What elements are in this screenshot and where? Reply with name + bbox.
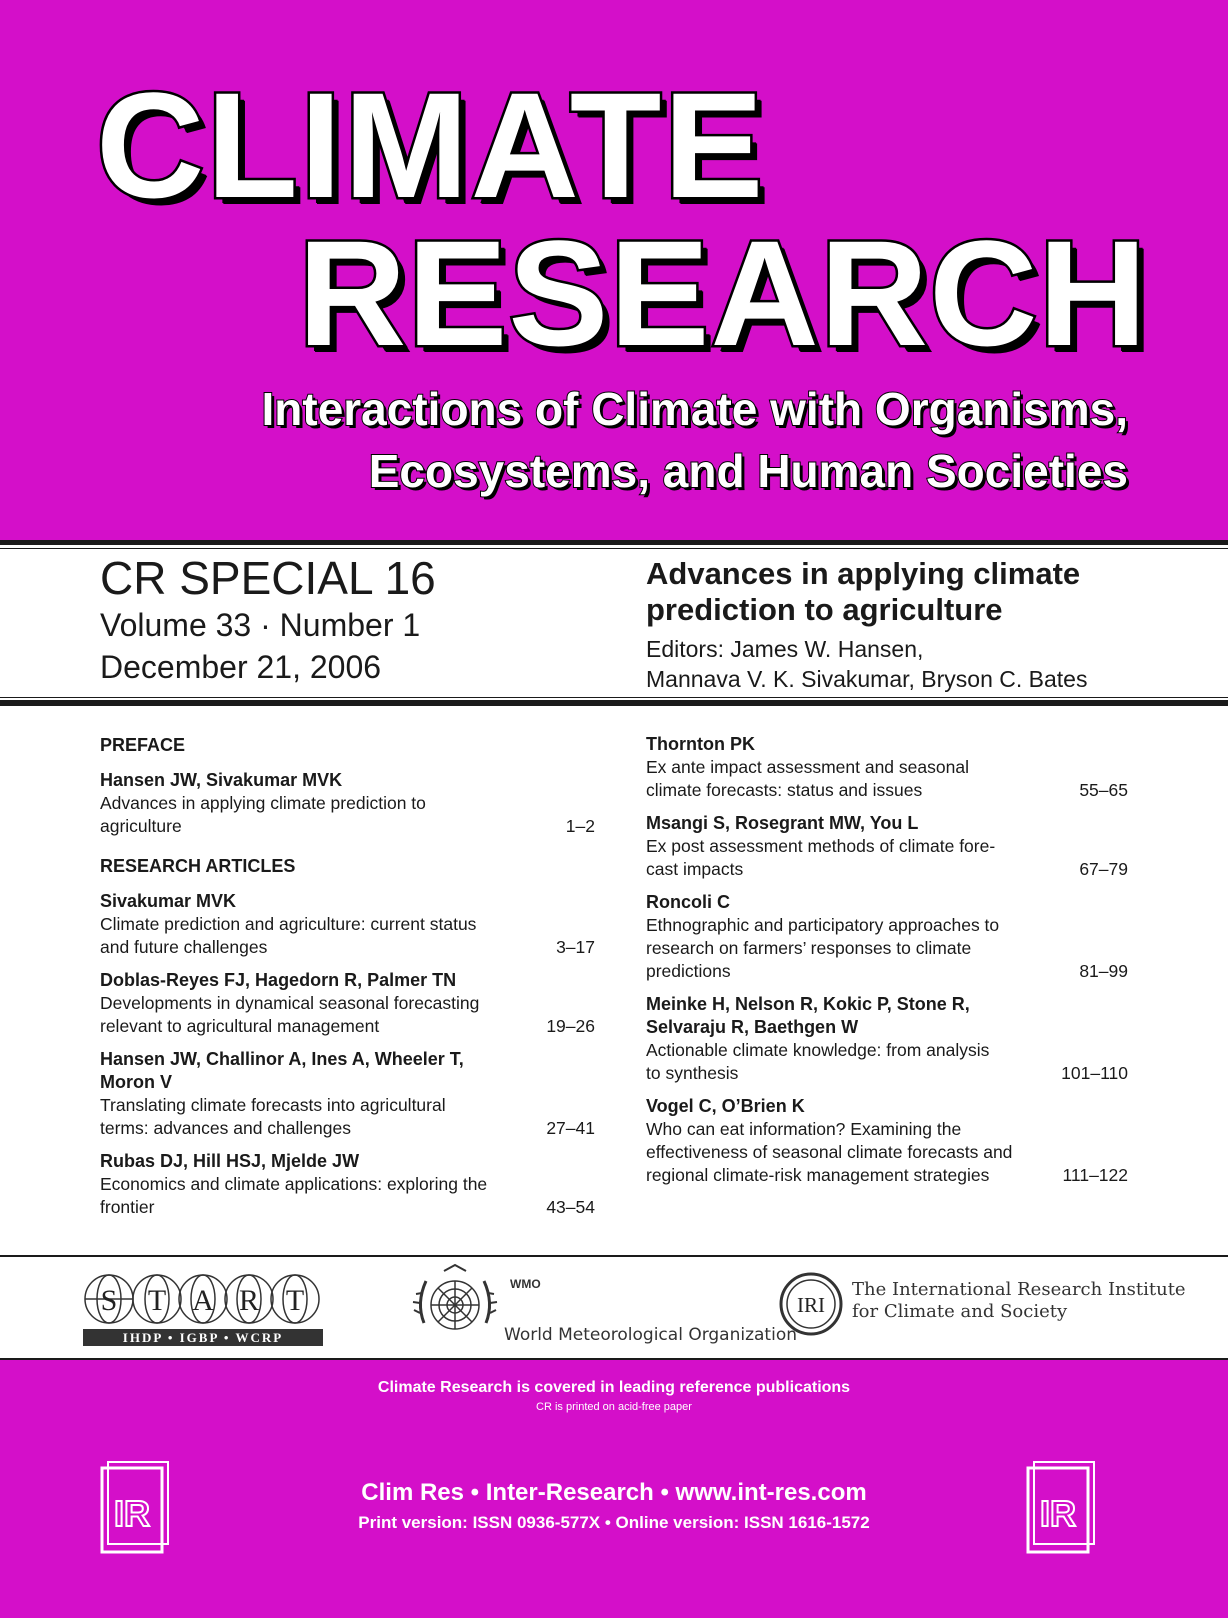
start-letter: T: [147, 1284, 167, 1317]
toc-entry[interactable]: [100, 969, 595, 1038]
special-theme: [646, 556, 1166, 694]
entry-title-text: climate forecasts: status and issues: [646, 780, 923, 800]
entry-title-line: [646, 1164, 1128, 1187]
title-research: RESEARCH: [298, 209, 1148, 377]
start-letter: T: [285, 1284, 305, 1317]
entry-authors: Meinke H, Nelson R, Kokic P, Stone R,: [646, 994, 970, 1014]
journal-subtitle: [262, 378, 1129, 502]
sponsor-logos: [0, 1257, 1228, 1358]
acid-free-note: CR is printed on acid-free paper: [536, 1401, 692, 1413]
entry-title-line: [646, 1039, 1128, 1062]
ir-logo-right: [1026, 1460, 1098, 1556]
toc-entry[interactable]: [646, 733, 1128, 802]
entry-title-line: [646, 1118, 1128, 1141]
entry-title-text: predictions: [646, 961, 731, 981]
entry-authors: Moron V: [100, 1072, 172, 1092]
toc-left-column: [100, 733, 595, 1229]
iri-name-line-2: for Climate and Society: [852, 1301, 1068, 1322]
entry-title-line: [646, 914, 1128, 937]
toc-entry[interactable]: [100, 890, 595, 959]
start-letter: S: [100, 1284, 118, 1317]
entry-title-line: [100, 913, 595, 936]
entry-title-text: Ex ante impact assessment and seasonal: [646, 757, 969, 777]
entry-title-text: Developments in dynamical seasonal forecasting: [100, 993, 480, 1013]
entry-pages: 19–26: [546, 1016, 595, 1036]
entry-title-text: relevant to agricultural management: [100, 1016, 380, 1036]
iri-abbrev: IRI: [797, 1293, 825, 1317]
entry-pages: 1–2: [565, 816, 595, 836]
footer-band: [0, 1360, 1228, 1618]
toc-entry[interactable]: [646, 812, 1128, 881]
wmo-emblem-icon: [410, 1263, 500, 1353]
toc-right-column: [646, 733, 1128, 1197]
entry-pages: 3–17: [556, 937, 595, 957]
entry-authors: Thornton PK: [646, 734, 755, 754]
entry-title-line: [100, 1117, 595, 1140]
entry-title-text: Economics and climate applications: exploring the: [100, 1174, 488, 1194]
theme-editors: [646, 634, 1166, 694]
entry-title-text: terms: advances and challenges: [100, 1118, 351, 1138]
issn-line: Print version: ISSN 0936-577X • Online version: ISSN 1616-1572: [358, 1513, 870, 1532]
entry-title-text: to synthesis: [646, 1063, 739, 1083]
entry-title-text: Advances in applying climate prediction to: [100, 793, 426, 813]
divider-rule: [0, 540, 1228, 545]
iri-name: [852, 1279, 1186, 1323]
entry-title-text: research on farmers’ responses to climate: [646, 938, 972, 958]
entry-title-line: [646, 835, 1128, 858]
entry-title-text: Ethnographic and participatory approaches to: [646, 915, 1000, 935]
entry-authors: Sivakumar MVK: [100, 891, 237, 911]
toc-entry[interactable]: [646, 993, 1128, 1085]
entry-title-line: [646, 1141, 1128, 1164]
entry-authors: Rubas DJ, Hill HSJ, Mjelde JW: [100, 1151, 360, 1171]
entry-title-text: cast impacts: [646, 859, 744, 879]
entry-title-line: [100, 815, 595, 838]
entry-title-line: [100, 1094, 595, 1117]
entry-title-text: and future challenges: [100, 937, 268, 957]
entry-title-line: [646, 858, 1128, 881]
preface-entries: [100, 769, 595, 838]
entry-authors: Hansen JW, Sivakumar MVK: [100, 770, 343, 790]
wmo-name: World Meteorological Organization: [504, 1325, 798, 1345]
ir-logo-text: IR: [114, 1493, 150, 1534]
issue-info: [100, 552, 436, 688]
theme-title-line-1: Advances in applying climate: [646, 556, 1081, 591]
coverage-note: Climate Research is covered in leading reference publications: [377, 1379, 851, 1396]
iri-emblem-icon: [778, 1271, 844, 1337]
ir-logo-left: [100, 1460, 172, 1556]
masthead-band: [0, 0, 1228, 540]
entry-title-text: Climate prediction and agriculture: current status: [100, 914, 477, 934]
entry-title-text: regional climate-risk management strategies: [646, 1165, 990, 1185]
entry-pages: 81–99: [1079, 961, 1128, 981]
entry-title-text: agriculture: [100, 816, 182, 836]
start-letter: A: [192, 1284, 214, 1317]
entry-title-line: [646, 1062, 1128, 1085]
publisher-line: Clim Res • Inter-Research • www.int-res.com: [361, 1479, 867, 1506]
entry-title-line: [100, 992, 595, 1015]
entry-title-line: [646, 937, 1128, 960]
ir-logo-text: IR: [1040, 1493, 1076, 1534]
toc-entry[interactable]: [646, 891, 1128, 983]
entry-pages: 111–122: [1062, 1165, 1128, 1185]
divider-rule: [0, 548, 1228, 549]
editors-line-2: Mannava V. K. Sivakumar, Bryson C. Bates: [646, 666, 1088, 692]
entry-title-line: [100, 792, 595, 815]
research-entries: [646, 733, 1128, 1187]
entry-title-line: [646, 779, 1128, 802]
entry-pages: 67–79: [1079, 859, 1128, 879]
divider-rule: [0, 700, 1228, 706]
title-climate: CLIMATE: [96, 61, 766, 229]
entry-pages: 55–65: [1079, 780, 1128, 800]
entry-title-text: Ex post assessment methods of climate fore-: [646, 836, 996, 856]
issue-special: CR SPECIAL 16: [100, 552, 436, 604]
iri-logo: [778, 1267, 1186, 1347]
entry-title-text: Translating climate forecasts into agricultural: [100, 1095, 446, 1115]
section-heading-preface: PREFACE: [100, 735, 186, 755]
entry-pages: 27–41: [546, 1118, 595, 1138]
entry-title-line: [100, 1196, 595, 1219]
entry-pages: 43–54: [546, 1197, 595, 1217]
section-heading-research: RESEARCH ARTICLES: [100, 856, 296, 876]
wmo-logo: [410, 1263, 798, 1353]
toc-entry[interactable]: [100, 1150, 595, 1219]
divider-rule: [0, 697, 1228, 698]
entry-authors: Msangi S, Rosegrant MW, You L: [646, 813, 919, 833]
entry-authors: Selvaraju R, Baethgen W: [646, 1017, 859, 1037]
iri-name-line-1: The International Research Institute: [852, 1279, 1186, 1300]
subtitle-line-2: Ecosystems, and Human Societies: [368, 445, 1128, 497]
entry-title-text: Who can eat information? Examining the: [646, 1119, 962, 1139]
issue-volume: Volume 33 · Number 1: [100, 607, 421, 643]
toc-entry[interactable]: [646, 1095, 1128, 1187]
research-entries: [100, 890, 595, 1219]
entry-authors: Roncoli C: [646, 892, 730, 912]
theme-title-line-2: prediction to agriculture: [646, 592, 1003, 627]
entry-title-line: [100, 1173, 595, 1196]
entry-pages: 101–110: [1061, 1063, 1128, 1083]
start-letter: R: [238, 1284, 260, 1317]
entry-title-text: effectiveness of seasonal climate forecasts and: [646, 1142, 1013, 1162]
entry-title-text: Actionable climate knowledge: from analysis: [646, 1040, 990, 1060]
subtitle-line-1: Interactions of Climate with Organisms,: [261, 383, 1128, 435]
editors-line-1: Editors: James W. Hansen,: [646, 636, 924, 662]
entry-authors: Hansen JW, Challinor A, Ines A, Wheeler T,: [100, 1049, 464, 1069]
entry-title-line: [100, 936, 595, 959]
start-tagline: IHDP • IGBP • WCRP: [122, 1330, 284, 1345]
start-logo: [83, 1267, 323, 1351]
entry-authors: Doblas-Reyes FJ, Hagedorn R, Palmer TN: [100, 970, 457, 990]
entry-authors: Vogel C, O’Brien K: [646, 1096, 805, 1116]
entry-title-line: [646, 960, 1128, 983]
toc-entry[interactable]: [100, 769, 595, 838]
entry-title-line: [100, 1015, 595, 1038]
issue-date: December 21, 2006: [100, 649, 382, 685]
wmo-abbrev: WMO: [510, 1277, 541, 1291]
toc-entry[interactable]: [100, 1048, 595, 1140]
entry-title-line: [646, 756, 1128, 779]
entry-title-text: frontier: [100, 1197, 155, 1217]
